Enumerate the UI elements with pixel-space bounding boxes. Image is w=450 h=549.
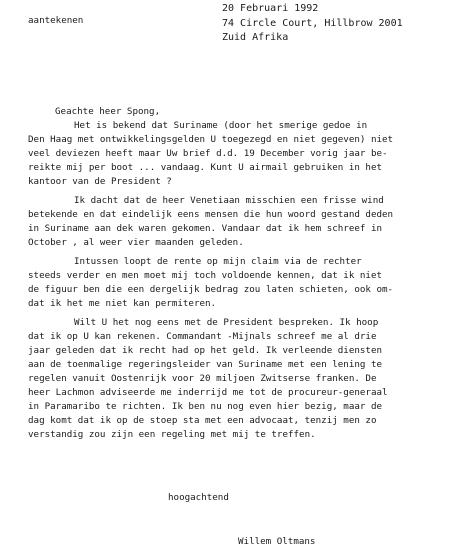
paragraph-1-line-3: veel deviezen heeft maar Uw brief d.d. 19 December vorig jaar be-: [28, 148, 388, 159]
registered-note: aantekenen: [28, 15, 84, 26]
closing: hoogachtend: [168, 492, 229, 503]
signature-name: Willem Oltmans: [238, 536, 316, 547]
paragraph-3-line-4: dat ik het me niet kan permiteren.: [28, 298, 217, 309]
paragraph-1-line-5: kantoor van de President ?: [28, 176, 172, 187]
paragraph-4-line-7: in Paramaribo te richten. Ik ben nu nog even hier bezig, maar de: [28, 401, 383, 412]
sender-address-line1: 74 Circle Court, Hillbrow 2001: [222, 18, 403, 29]
paragraph-3-line-1: Intussen loopt de rente op mijn claim via de rechter: [74, 256, 362, 267]
paragraph-3-line-3: de figuur ben die een dergelijk bedrag zou laten schieten, ook om-: [28, 284, 394, 295]
letter-date: 20 Februari 1992: [222, 3, 319, 14]
paragraph-1-line-1: Het is bekend dat Suriname (door het smerige gedoe in: [74, 120, 368, 131]
paragraph-2-line-3: in Suriname aan dek waren gekomen. Vandaar dat ik hem schreef in: [28, 223, 383, 234]
paragraph-2-line-4: October , al weer vier maanden geleden.: [28, 237, 244, 248]
paragraph-2-line-1: Ik dacht dat de heer Venetiaan misschien een frisse wind: [74, 195, 384, 206]
paragraph-2-line-2: betekende en dat eindelijk eens mensen die hun woord gestand deden: [28, 209, 394, 220]
salutation: Geachte heer Spong,: [55, 106, 161, 117]
paragraph-4-line-4: aan de toenmalige regeringsleider van Suriname met een lening te: [28, 359, 383, 370]
paragraph-1-line-4: reikte mij per boot ... vandaag. Kunt U airmail gebruiken in het: [28, 162, 383, 173]
paragraph-4-line-6: heer Lachmon adviseerde me inderrijd me tot de procureur-generaal: [28, 387, 388, 398]
paragraph-1-line-2: Den Haag met ontwikkelingsgelden U toegezegd en niet gegeven) niet: [28, 134, 394, 145]
sender-address-line2: Zuid Afrika: [222, 32, 289, 43]
paragraph-4-line-3: jaar geleden dat ik recht had op het geld. Ik verleende diensten: [28, 345, 383, 356]
paragraph-4-line-9: verstandig zou zijn een regeling met mij te treffen.: [28, 429, 316, 440]
paragraph-4-line-1: Wilt U het nog eens met de President bespreken. Ik hoop: [74, 317, 379, 328]
paragraph-4-line-5: regelen vanuit Oostenrijk voor 20 miljoen Zwitserse franken. De: [28, 373, 377, 384]
paragraph-4-line-8: dag komt dat ik op de stoep sta met een advocaat, tenzij men zo: [28, 415, 377, 426]
paragraph-4-line-2: dat ik op U kan rekenen. Commandant -Mijnals schreef me al drie: [28, 331, 377, 342]
paragraph-3-line-2: steeds verder en men moet mij toch voldoende kennen, dat ik niet: [28, 270, 383, 281]
